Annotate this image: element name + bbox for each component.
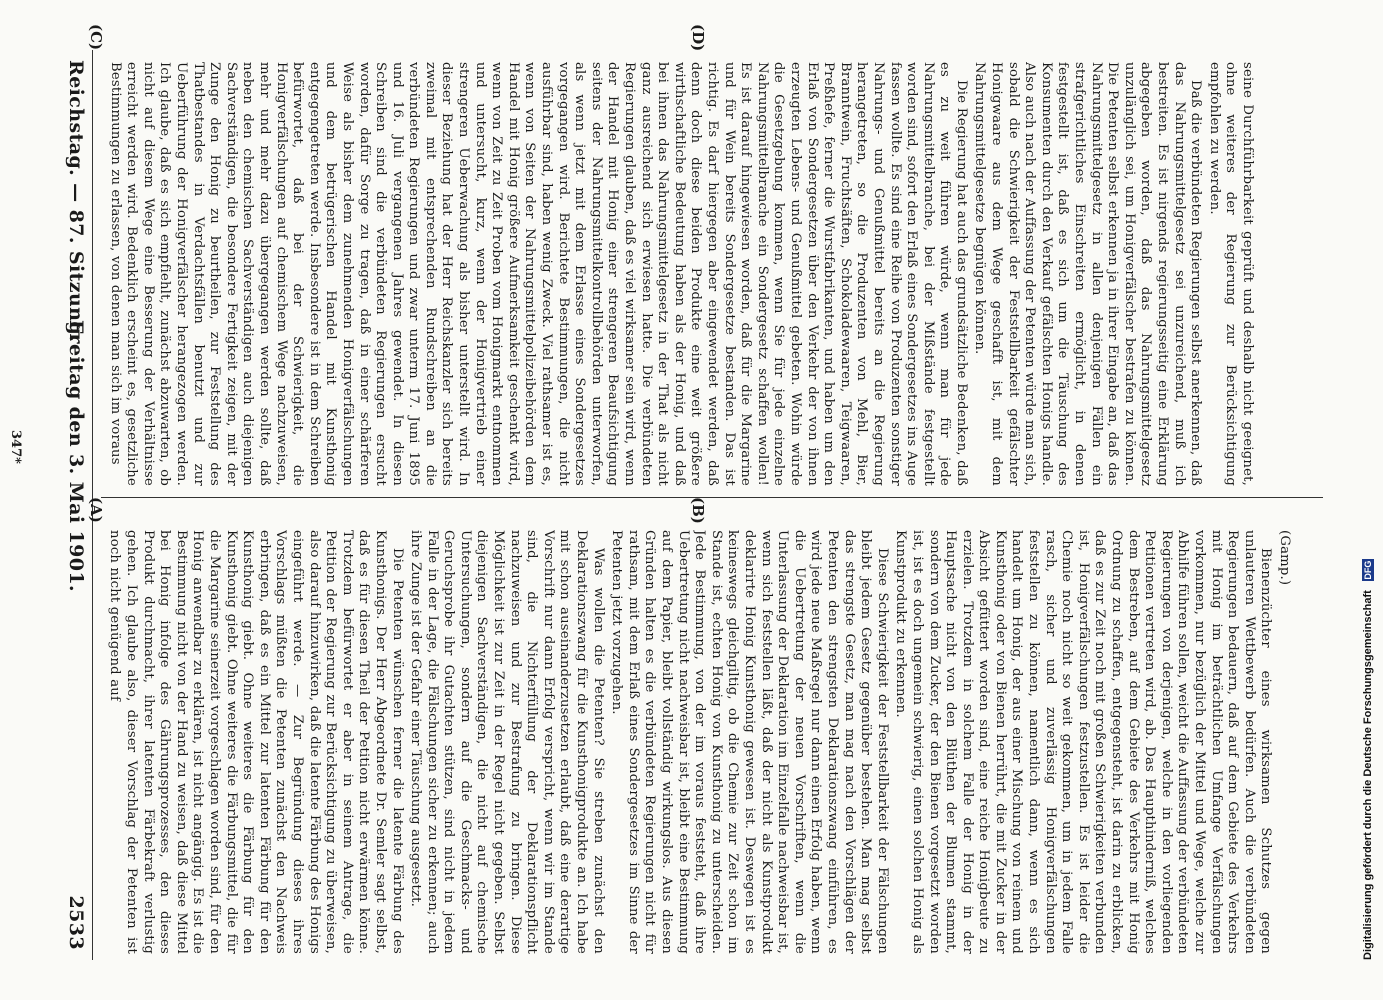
paragraph: Bienenzüchter eines wirksamen Schutzes gegen unlauteren Wettbewerb bedürfen. Auch die verbündeten Regierungen bedauern, daß auf dem Gebiete des Verkehrs mit Honig im beträchtlichen Umfange Verfälschungen vorkommen, nur bezüglich der Mittel und Wege, welche zur Abhilfe führen sollen, weicht die Auffassung der verbündeten Regierungen von derjenigen, welche in den vorliegenden Petitionen vertreten wird, ab. Das Haupthinderniß, welches dem Bestreben, auf dem Gebiete des Verkehrs mit Honig Ordnung zu schaffen, entgegensteht, ist darin zu erblicken, daß es zur Zeit noch mit großen Schwierigkeiten verbunden ist, Honigverfälschungen festzustellen. Es ist leider die Chemie noch nicht so weit gekommen, um in jedem Falle rasch, sicher und zuverlässig Honigverfälschungen feststellen zu können, namentlich dann, wenn es sich handelt um Honig, der aus einer Mischung von reinem und Kunsthonig oder von Bienen herrührt, die mit Zucker in der Absicht gefüttert worden sind, eine reiche Honigbeute zu erzielen. Trotzdem in solchem Falle der Honig in der Hauptsache nicht von den Blüthen der Blumen stammt, sondern von dem Zucker, der den Bienen vorgesetzt worden ist, ist es doch ungemein schwierig, einen solchen Honig als Kunstprodukt zu erkennen. xyxy=(893,530,1274,954)
marker-c: (C) xyxy=(87,24,105,51)
page-header xyxy=(61,60,87,950)
speaker-name: (Gamp.) xyxy=(1277,530,1293,586)
paragraph: Die Regierung hat auch das grundsätzliche Bedenken, daß es zu weit führen würde, wenn man für jede Nahrungsmittelbranche, bei der Mißstände festgestellt worden sind, sofort den Erlaß eines Sondergesetzes ins Auge fassen wollte. Es sind eine Reihe von Produzenten sonstiger Nahrungs- und Genußmittel bereits an die Regierung herangetreten, so die Produzenten von Mehl, Bier, Branntwein, Fruchtsäften, Schokoladewaaren, Teigwaaren, Preßhefe, ferner die Wurstfabrikanten, und haben um den Erlaß von Sondergesetzen über den Verkehr der von ihnen erzeugten Lebens- und Genußmittel gebeten. Wohin würde die Gesetzgebung kommen, wenn Sie für jede einzelne Nahrungsmittelbranche ein Sondergesetz schaffen wollen! Es ist darauf hingewiesen worden, daß für die Margarine und für Wein bereits Sondergesetze bestanden. Das ist richtig. Es darf hiergegen aber eingewendet werden, daß denn doch diese beiden Produkte eine weit größere wirthschaftliche Bedeutung haben als der Honig, und daß bei ihnen das Nahrungsmittelgesetz in der That als nicht ganz ausreichend sich erwiesen hatte. Die verbündeten Regierungen glauben, daß es viel wirksamer sein wird, wenn der Handel mit Honig einer strengeren Beaufsichtigung seitens der Nahrungsmittelkontrollbehörden unterworfen, als wenn jetzt mit dem Erlasse eines Sondergesetzes vorgegangen wird. Berichtete Bestimmungen, die nicht ausführbar sind, haben wenig Zweck. Viel rathsamer ist es, wenn von Seiten der Nahrungsmittelpolizeibehörden dem Handel mit Honig größere Aufmerksamkeit geschenkt wird, wenn von Zeit zu Zeit Proben vom Honigmarkt entnommen und untersucht, kurz, wenn der Honigvertrieb einer strengeren Ueberwachung als bisher unterstellt wird. In dieser Beziehung hat der Herr Reichskanzler sich bereits zweimal mit entsprechenden Rundschreiben an die verbündeten Regierungen und zwar unterm 17. Juni 1895 und 16. Juli vergangenen Jahres gewendet. In diesen Schreiben sind die verbündeten Regierungen ersucht worden, dafür Sorge zu tragen, daß in einer schärferen Weise als bisher dem zunehmenden Honigverfälschungen und dem betrügerischen Handel mit Kunsthonig entgegengetreten werde. Insbesondere ist in dem Schreiben befürwortet, daß bei der Schwierigkeit, die Honigverfälschungen auf chemischem Wege nachzuweisen, mehr und mehr dazu übergegangen werden sollte, daß neben den chemischen Sachverständigen auch diejenigen Sachverständigen, die besondere Fertigkeit zeigen, mit der Zunge den Honig zu beurtheilen, zur Feststellung des Thatbestandes in Verdachtsfällen benutzt und zur Ueberführung der Honigverfälscher herangezogen werden. Ich glaube, daß es sich empfiehlt, zunächst abzuwarten, ob nicht auf diesem Wege eine Besserung der Verhältnisse erreicht werden wird. Bedenklich erscheint es, gesetzliche Bestimmungen zu erlassen, von denen man sich im voraus xyxy=(107,62,969,486)
digitization-note xyxy=(1362,40,1378,960)
header-page-number: 2533 xyxy=(65,895,87,950)
marker-b: (B) xyxy=(689,497,707,524)
digitization-text: Digitalisierung gefördert durch die Deutsche Forschungsgemeinschaft xyxy=(1362,590,1374,960)
dfg-logo: DFG xyxy=(1363,560,1374,580)
column-separator xyxy=(101,497,1323,498)
header-session: Reichstag. — 87. Sitzung. xyxy=(65,60,87,343)
signature-mark: 347* xyxy=(8,430,23,464)
marker-a: (A) xyxy=(87,497,105,523)
text-column-right xyxy=(106,62,1321,486)
paragraph: Diese Schwierigkeit der Feststellbarkeit der Fälschungen bleibt jedem Gesetz gegenüber bestehen. Man mag selbst das strengste Gesetz, man mag nach den Vorschlägen der Petenten den strengsten Deklarationszwang einführen, es wird jede neue Maßregel nur dann einen Erfolg haben, wenn die Uebertretung der neuen Vorschriften, wenn die Unterlassung der Deklaration im Einzelfalle nachweisbar ist, wenn sich feststellen läßt, daß der nicht als Kunstprodukt deklarirte Honig Kunsthonig gewesen ist. Deswegen ist es keineswegs gleichgiltig, ob die Chemie zur Zeit schon im Stande ist, echten Honig von Kunsthonig zu unterscheiden. Jede Bestimmung, von der im voraus feststeht, daß ihre Uebertretung nicht nachweisbar ist, bleibt eine Bestimmung auf dem Papier, bleibt vollständig wirkungslos. Aus diesen Gründen halten es die verbündeten Regierungen nicht für rathsam, mit dem Erlaß eines Sondergesetzes im Sinne der Petenten jetzt vorzugehen. xyxy=(609,530,890,954)
paragraph: Die Petenten wünschen ferner die latente Färbung des Kunsthonigs. Der Herr Abgeordnete Dr. Semler sagt selbst, daß es für diesen Theil der Petition nicht erwärmen könne. Trotzdem befürwortet er aber in seinem Antrage, die Petition der Regierung zur Berücksichtigung zu überweisen, also darauf hinzuwirken, daß die latente Färbung des Honigs eingeführt werde. — Zur Begründung dieses ihres Vorschlags müßten die Petenten zunächst den Nachweis erbringen, daß es ein Mittel zur latenten Färbung für den Kunsthonig giebt. Ohne weiteres die Färbung für den Kunsthonig giebt. Ohne weiteres die Färbungsmittel, die für die Margarine seinerzeit vorgeschlagen worden sind, für den Honig anwendbar zu erklären, ist nicht angängig. Es ist die Bestimmung nicht von der Hand zu weisen, daß diese Mittel bei Honig infolge des Gährungsprozesses, den dieses Produkt durchmacht, ihrer latenten Färbekraft verlustig gehen. Ich glaube also, dieser Vorschlag der Petenten ist noch nicht genügend auf xyxy=(107,530,405,954)
paragraph: Was wollen die Petenten? Sie streben zunächst den Deklarationszwang für die Kunsthonigprodukte an. Ich habe mit schon auseinanderzusetzen erlaubt, daß eine derartige Vorschrift nur dann Erfolg verspricht, wenn wir im Stande sind, die Nichterfüllung der Deklarationspflicht nachzuweisen und zur Bestrafung zu bringen. Diese Möglichkeit ist zur Zeit in der Regel nicht gegeben. Selbst diejenigen Sachverständigen, die nicht auf chemische Untersuchungen, sondern auf die Geschmacks- und Geruchsprobe ihr Gutachten stützen, sind nicht in jedem Falle in der Lage, die Fälschungen sicher zu erkennen; auch ihre Zunge ist der Gefahr einer Täuschung ausgesetzt. xyxy=(408,530,606,954)
paragraph: Daß die verbündeten Regierungen selbst anerkennen, daß das Nahrungsmittelgesetz sei unzureichend, muß ich bestreiten. Es ist nirgends regierungsseitig eine Erklärung abgegeben worden, daß das Nahrungsmittelgesetz unzulänglich sei, um Honigverfälscher bestrafen zu können. Die Petenten selbst erkennen ja in ihrer Eingabe an, daß das Nahrungsmittelgesetz in allen denjenigen Fällen ein strafgerichtliches Einschreiten ermöglicht, in denen festgestellt ist, daß es sich um die Täuschung des Konsumenten durch den Verkauf gefälschten Honigs handle. Also auch nach der Auffassung der Petenten würde man sich, sobald die Schwierigkeit der Feststellbarkeit gefälschter Honigwaare aus dem Wege geschafft ist, mit dem Nahrungsmittelgesetze begnügen können. xyxy=(972,62,1204,486)
header-date: Freitag den 3. Mai 1901. xyxy=(65,320,87,592)
paragraph: seine Durchführbarkeit geprüft und deshalb nicht geeignet, ohne weiteres der Regierung zur Berücksichtigung empfohlen zu werden. xyxy=(1206,62,1255,486)
marker-d: (D) xyxy=(689,24,707,52)
text-column-left xyxy=(106,530,1321,954)
